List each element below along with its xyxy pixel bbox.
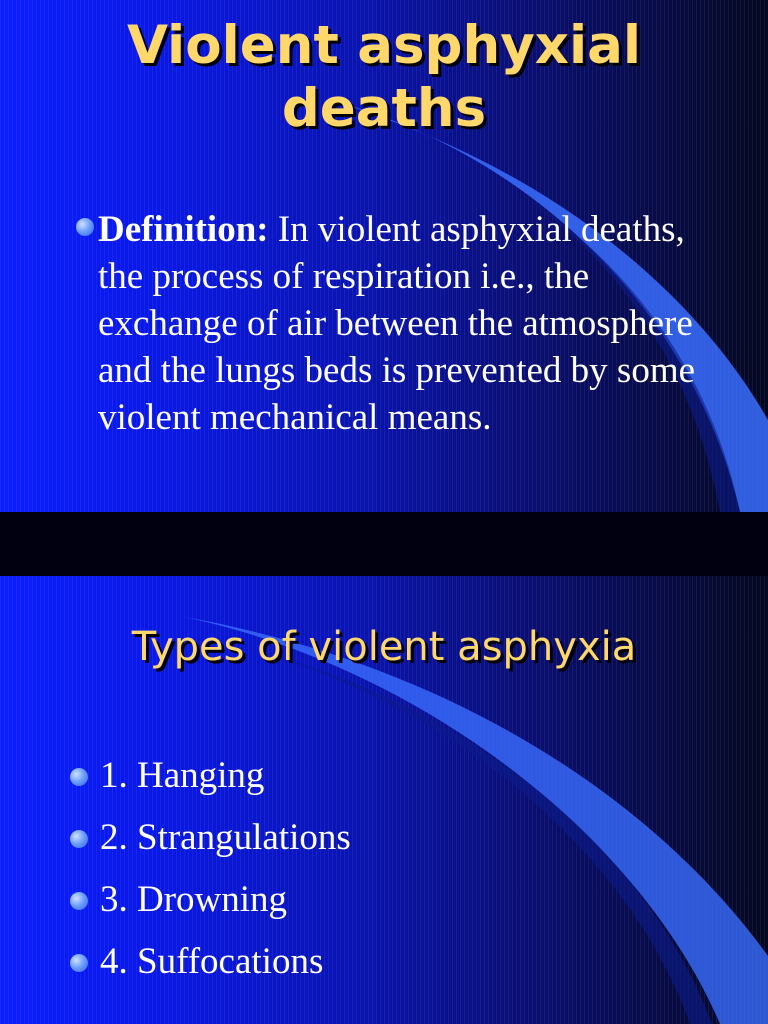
bullet-icon — [76, 218, 94, 236]
definition-text: In violent asphyxial deaths, the process of respiration i.e., the exchange of air between the atmosphere and the lungs beds is prevented by some violent mechanical means. — [98, 209, 696, 438]
slide-title: Types of violent asphyxia — [131, 624, 637, 670]
title-line-2: deaths — [281, 78, 487, 139]
bullet-icon — [70, 954, 88, 972]
bullet-icon — [70, 830, 88, 848]
list-item-label: 4. Suffocations — [100, 941, 324, 982]
slide-title — [0, 14, 768, 140]
slide-types-of-violent-asphyxia — [0, 576, 768, 1024]
list-item-label: 2. Strangulations — [100, 817, 351, 858]
title-line-1: Violent asphyxial — [126, 15, 642, 76]
list-item-label: 1. Hanging — [100, 755, 265, 796]
definition-paragraph — [98, 206, 738, 441]
list-item-label: 3. Drowning — [100, 879, 288, 920]
slide-separator — [0, 512, 768, 576]
bullet-icon — [70, 768, 88, 786]
definition-label: Definition: — [98, 209, 269, 250]
bullet-icon — [70, 892, 88, 910]
